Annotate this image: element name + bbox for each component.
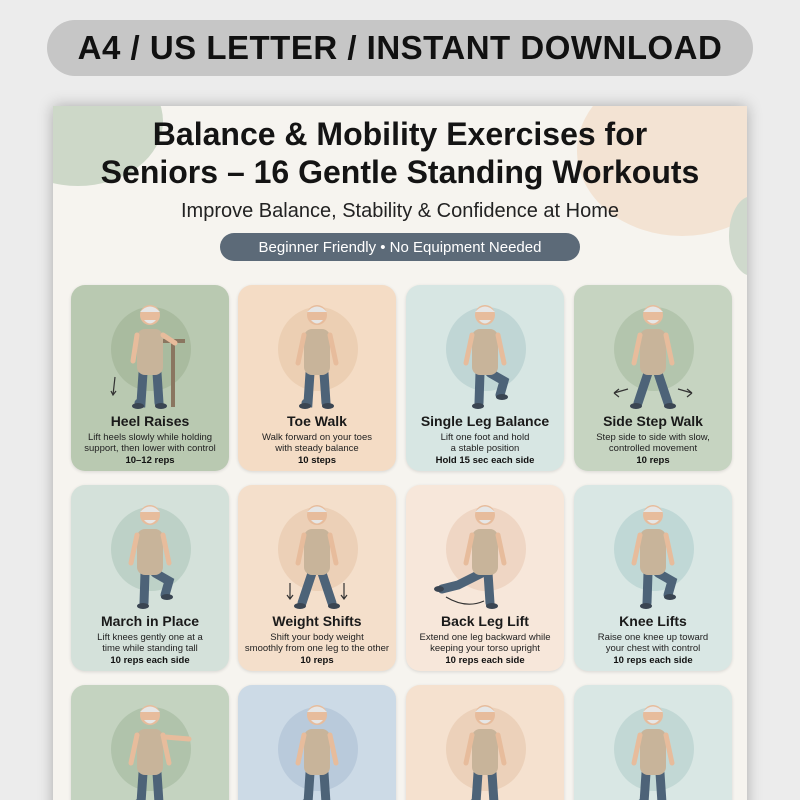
exercise-reps: 10 reps each side: [110, 655, 190, 666]
exercise-reps: Hold 15 sec each side: [435, 455, 535, 466]
poster-subtitle: Improve Balance, Stability & Confidence at Home: [181, 200, 619, 222]
exercise-description: [578, 632, 728, 654]
exercise-description: [242, 432, 392, 454]
exercise-reps: 10 reps each side: [445, 655, 525, 666]
description-line: smoothly from one leg to the other: [244, 643, 390, 654]
exercise-card: [71, 685, 229, 800]
exercise-card: [406, 685, 564, 800]
exercise-name: Side Step Walk: [603, 413, 703, 429]
exercise-description: [75, 632, 225, 654]
download-format-banner: A4 / US LETTER / INSTANT DOWNLOAD: [47, 20, 753, 76]
description-line: your chest with control: [605, 643, 701, 654]
description-line: Step side to side with slow,: [596, 432, 710, 443]
exercise-description: [410, 632, 560, 654]
description-line: Lift heels slowly while holding: [87, 432, 213, 443]
description-line: Extend one leg backward while: [419, 632, 551, 643]
exercise-name: Heel Raises: [110, 413, 190, 429]
description-line: Raise one knee up toward: [597, 632, 709, 643]
exercise-name: Single Leg Balance: [420, 413, 550, 429]
description-line: controlled movement: [608, 443, 698, 454]
description-line: Shift your body weight: [270, 632, 364, 643]
description-line: a stable position: [450, 443, 520, 454]
description-line: Lift one foot and hold: [440, 432, 530, 443]
exercise-reps: 10 reps each side: [613, 655, 693, 666]
poster-title-line1: Balance & Mobility Exercises for: [152, 116, 648, 152]
exercise-name: Back Leg Lift: [441, 613, 529, 629]
exercise-card: [71, 485, 229, 671]
description-line: keeping your torso upright: [430, 643, 540, 654]
exercise-name: March in Place: [100, 613, 200, 629]
exercise-name: Knee Lifts: [619, 613, 687, 629]
exercise-card: [574, 685, 732, 800]
exercise-description: [410, 432, 560, 454]
exercise-reps: 10–12 reps: [125, 455, 175, 466]
poster-title-line2: Seniors – 16 Gentle Standing Workouts: [100, 154, 700, 190]
poster-sheet: [53, 106, 747, 800]
exercise-description: [242, 632, 392, 654]
exercise-card: [238, 485, 396, 671]
exercise-card: [238, 685, 396, 800]
description-line: Walk forward on your toes: [262, 432, 372, 443]
exercise-card: [406, 485, 564, 671]
exercise-card: [574, 285, 732, 471]
exercise-reps: 10 reps: [300, 655, 334, 666]
description-line: Lift knees gently one at a: [97, 632, 203, 643]
exercise-card: [406, 285, 564, 471]
description-line: with steady balance: [275, 443, 359, 454]
description-line: time while standing tall: [102, 643, 198, 654]
exercise-description: [578, 432, 728, 454]
exercise-reps: 10 reps: [636, 455, 670, 466]
exercise-name: Weight Shifts: [272, 613, 362, 629]
description-line: support, then lower with control: [84, 443, 216, 454]
badge-pill: Beginner Friendly • No Equipment Needed: [220, 233, 580, 261]
exercise-card: [71, 285, 229, 471]
exercise-reps: 10 steps: [297, 455, 337, 466]
exercise-description: [75, 432, 225, 454]
exercise-card: [574, 485, 732, 671]
exercise-name: Toe Walk: [287, 413, 347, 429]
exercise-card: [238, 285, 396, 471]
